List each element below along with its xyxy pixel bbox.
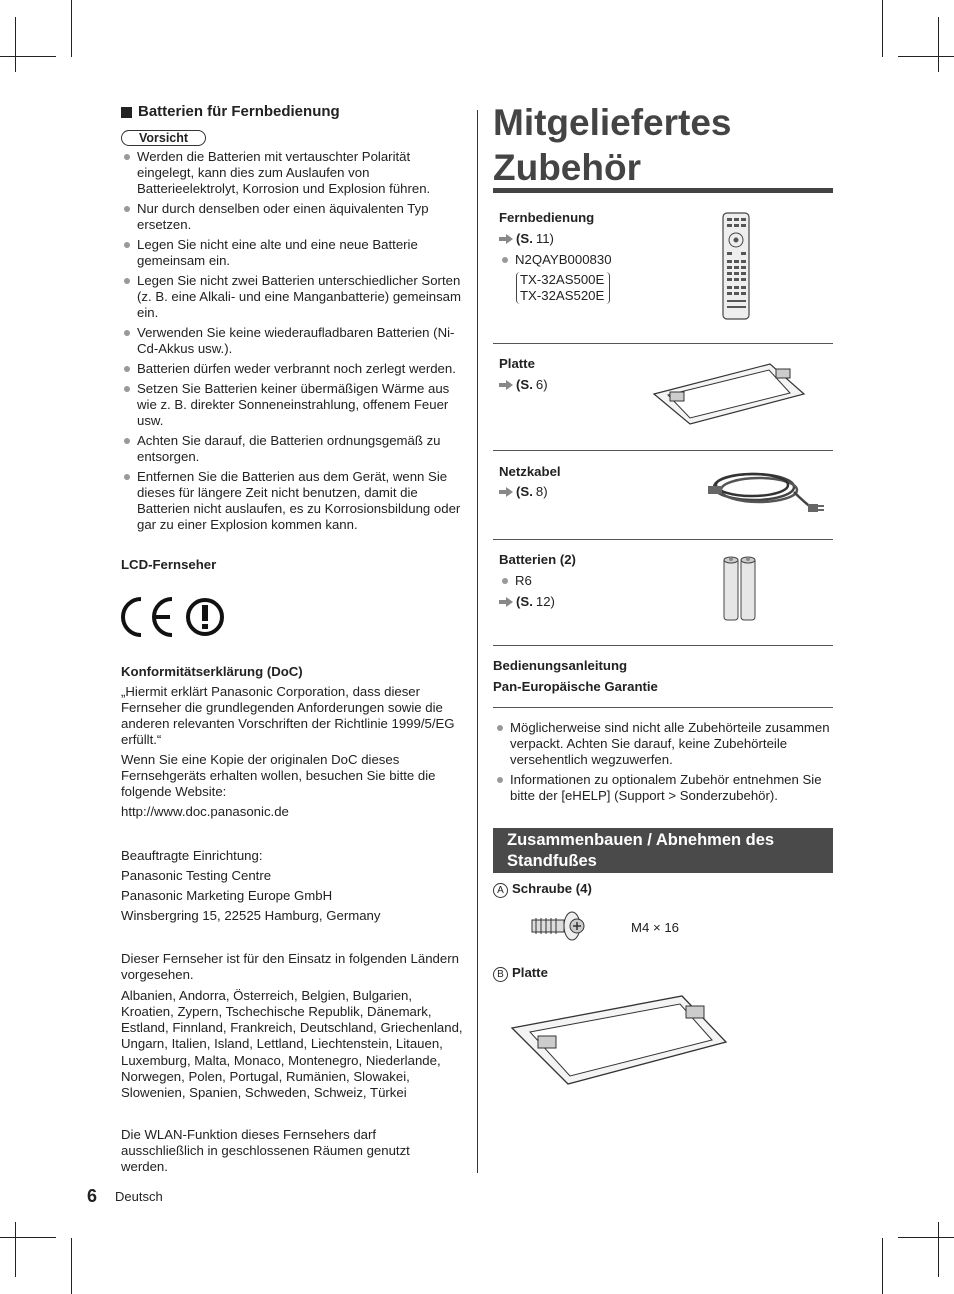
language-label: Deutsch: [115, 1189, 163, 1204]
countries-intro: Dieser Fernseher ist für den Einsatz in folgenden Ländern vorgesehen.: [121, 951, 459, 983]
rep-label: Beauftragte Einrichtung:: [121, 848, 263, 863]
arrow-right-icon: [499, 234, 513, 244]
list-item: Batterien dürfen weder verbrannt noch zerlegt werden.: [121, 361, 466, 377]
caution-list: [121, 149, 466, 533]
column-divider: [477, 110, 478, 1173]
crop-mark: [0, 1237, 56, 1238]
crop-mark: [882, 0, 883, 57]
crop-mark: [938, 17, 939, 72]
list-item: Nur durch denselben oder einen äquivalenten Typ ersetzen.: [121, 201, 466, 233]
divider: [493, 645, 833, 646]
list-item: Entfernen Sie die Batterien aus dem Gerät, wenn Sie dieses für längere Zeit nicht benutzen, damit die Batterien nicht auslaufen, es zu Korrosionsbildung oder gar zu einer Explosion kommen kann.: [121, 469, 466, 533]
crop-mark: [898, 1237, 954, 1238]
caution-badge: Vorsicht: [121, 130, 206, 146]
list-item: Setzen Sie Batterien keiner übermäßigen Wärme aus wie z. B. direkter Sonneneinstrahlung, offenem Feuer usw.: [121, 381, 466, 429]
warranty-label: Pan-Europäische Garantie: [493, 679, 658, 694]
crop-mark: [71, 0, 72, 57]
tv-model: TX-32AS520E: [520, 288, 605, 303]
screw-label: A Schraube (4): [493, 881, 592, 898]
arrow-right-icon: [499, 487, 513, 497]
remote-label: Fernbedienung: [499, 210, 595, 225]
list-item: Legen Sie nicht zwei Batterien unterschiedlicher Sorten (z. B. eine Alkali- und eine Manganbatterie) gemeinsam ein.: [121, 273, 466, 321]
notes: [494, 720, 834, 808]
arrow-right-icon: [499, 380, 513, 390]
rep-line: Panasonic Marketing Europe GmbH: [121, 888, 333, 903]
batteries-label: Batterien (2): [499, 552, 576, 567]
crop-mark: [15, 17, 16, 72]
doc-heading: Konformitätserklärung (DoC): [121, 664, 303, 679]
square-bullet-icon: [121, 107, 132, 118]
doc-para: „Hiermit erklärt Panasonic Corporation, dass dieser Fernseher die grundlegenden Anforderungen sowie die anderen relevanten Vorschriften der Richtlinie 1999/5/EG erfüllt.“: [121, 684, 455, 747]
battery-icon: [722, 554, 758, 622]
list-item: Werden die Batterien mit vertauschter Polarität eingelegt, kann dies zum Auslaufen von Batterieelektrolyt, Korrosion und Explosion führen.: [121, 149, 466, 197]
letter-a-icon: A: [493, 883, 508, 898]
cable-label: Netzkabel: [499, 464, 561, 479]
title-underline: [493, 188, 833, 193]
arrow-right-icon: [499, 597, 513, 607]
tv-model-bracket: [516, 272, 610, 306]
representative-section: [121, 848, 466, 928]
batteries-page-ref: (S. 12): [499, 594, 555, 609]
divider: [493, 707, 833, 708]
crop-mark: [938, 1222, 939, 1277]
list-item: Informationen zu optionalem Zubehör entnehmen Sie bitte der [eHELP] (Support > Sonderzubehör).: [494, 772, 834, 804]
screw-size: M4 × 16: [631, 920, 680, 935]
remote-control-icon: [722, 212, 750, 320]
crop-mark: [898, 56, 954, 57]
page-number: 6: [87, 1186, 98, 1206]
plate2-label: B Platte: [493, 965, 548, 982]
remote-model: N2QAYB000830: [499, 252, 612, 267]
doc-url: http://www.doc.panasonic.de: [121, 804, 289, 819]
ce-mark-icon: [120, 596, 226, 638]
tv-model: TX-32AS500E: [520, 272, 605, 287]
countries-section: [121, 951, 466, 1106]
stand-section-heading: Zusammenbauen / Abnehmen des Standfußes: [493, 828, 833, 873]
left-column: [121, 104, 466, 537]
cable-page-ref: (S. 8): [499, 484, 548, 499]
rep-line: Winsbergring 15, 22525 Hamburg, Germany: [121, 908, 381, 923]
list-item: Möglicherweise sind nicht alle Zubehörteile zusammen verpackt. Achten Sie darauf, keine Zubehörteile versehentlich wegzuwerfen.: [494, 720, 834, 768]
page-title: Mitgeliefertes Zubehör: [493, 102, 732, 188]
remote-page-ref: (S. 11): [499, 231, 554, 246]
stand-plate-large-icon: [508, 992, 730, 1088]
doc-section: [121, 664, 466, 824]
countries-list: Albanien, Andorra, Österreich, Belgien, Bulgarien, Kroatien, Zypern, Tschechische Republik, Dänemark, Estland, Finnland, Frankreich, Deutschland, Griechenland, Ungarn, Italien, Island, Lettland, Liechtenstein, Litauen, Luxemburg, Malta, Monaco, Montenegro, Niederlande, Norwegen, Polen, Portugal, Rumänien, Slowakei, Slowenien, Spanien, Schweden, Schweiz, Türkei: [121, 987, 463, 1101]
plate-label: Platte: [499, 356, 535, 371]
list-item: Verwenden Sie keine wiederaufladbaren Batterien (Ni-Cd-Akkus usw.).: [121, 325, 466, 357]
divider: [493, 450, 833, 451]
wlan-note: Die WLAN-Funktion dieses Fernsehers darf ausschließlich in geschlossenen Räumen genutzt werden.: [121, 1127, 410, 1174]
screw-icon: [528, 908, 588, 944]
plate-page-ref: (S. 6): [499, 377, 548, 392]
list-item: Achten Sie darauf, die Batterien ordnungsgemäß zu entsorgen.: [121, 433, 466, 465]
doc-para: Wenn Sie eine Kopie der originalen DoC dieses Fernsehgeräts erhalten wollen, besuchen Sie bitte die folgende Website:: [121, 752, 436, 799]
list-item: Legen Sie nicht eine alte und eine neue Batterie gemeinsam ein.: [121, 237, 466, 269]
stand-plate-icon: [650, 358, 810, 428]
battery-type: R6: [499, 573, 532, 588]
crop-mark: [15, 1222, 16, 1277]
crop-mark: [71, 1238, 72, 1294]
crop-mark: [0, 56, 56, 57]
crop-mark: [882, 1238, 883, 1294]
power-cable-icon: [704, 462, 826, 520]
divider: [493, 539, 833, 540]
lcd-heading: LCD-Fernseher: [121, 557, 217, 572]
rep-line: Panasonic Testing Centre: [121, 868, 272, 883]
letter-b-icon: B: [493, 967, 508, 982]
manual-label: Bedienungsanleitung: [493, 658, 628, 673]
batteries-heading: Batterien für Fernbedienung: [121, 104, 466, 120]
divider: [493, 343, 833, 344]
